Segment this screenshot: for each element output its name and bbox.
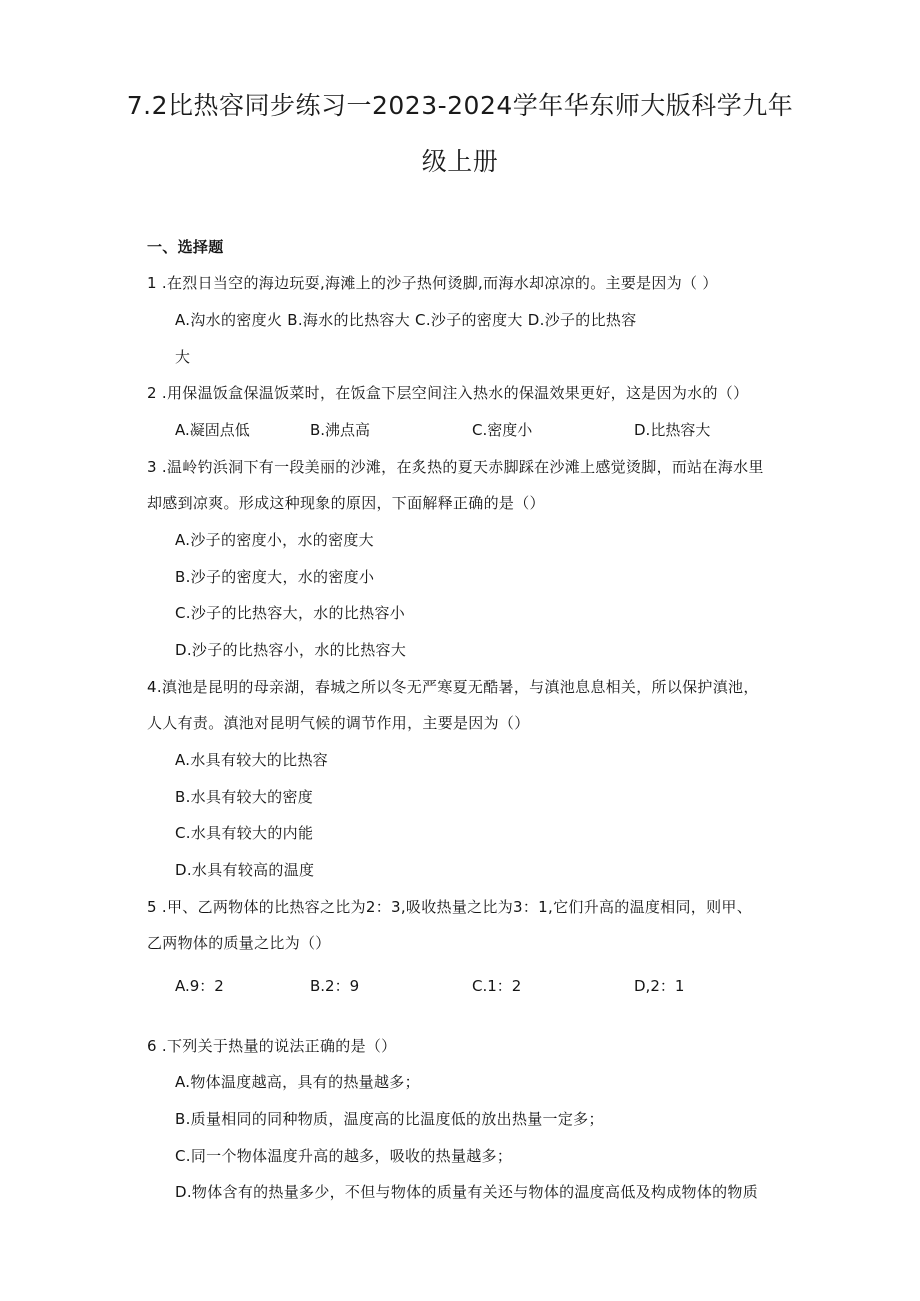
document-title-line-2: 级上册 [421, 147, 499, 176]
question-3-option-b: B.沙子的密度大，水的密度小 [175, 568, 375, 586]
document-title-line-1: 7.2比热容同步练习一2023-2024学年华东师大版科学九年 [126, 91, 794, 120]
question-6-stem: 6 .下列关于热量的说法正确的是（） [147, 1037, 397, 1055]
question-6-option-c: C.同一个物体温度升高的越多，吸收的热量越多； [175, 1147, 513, 1165]
question-6-option-b: B.质量相同的同种物质，温度高的比温度低的放出热量一定多； [175, 1110, 604, 1128]
question-2-option-b: B.沸点高 [310, 421, 371, 439]
question-4-option-a: A.水具有较大的比热容 [175, 751, 329, 769]
question-2-option-a: A.凝固点低 [175, 421, 250, 439]
question-5-option-c: C.1：2 [472, 977, 522, 995]
question-3-option-a: A.沙子的密度小，水的密度大 [175, 531, 374, 549]
question-5-stem-line-1: 5 .甲、乙两物体的比热容之比为2：3,吸收热量之比为3：1,它们升高的温度相同，则甲、 [147, 898, 752, 916]
question-6-option-d: D.物体含有的热量多少，不但与物体的质量有关还与物体的温度高低及构成物体的物质 [175, 1183, 759, 1201]
question-1-options-wrap: 大 [175, 348, 191, 366]
question-4-stem-line-1: 4.滇池是昆明的母亲湖，春城之所以冬无严寒夏无酷暑，与滇池息息相关，所以保护滇池， [147, 678, 759, 696]
question-2-stem: 2 .用保温饭盒保温饭菜时，在饭盒下层空间注入热水的保温效果更好，这是因为水的（） [147, 384, 749, 402]
question-1-options: A.沟水的密度火 B.海水的比热容大 C.沙子的密度大 D.沙子的比热容 [175, 311, 637, 329]
question-3-option-d: D.沙子的比热容小，水的比热容大 [175, 641, 407, 659]
question-4-option-d: D.水具有较高的温度 [175, 861, 315, 879]
question-4-option-b: B.水具有较大的密度 [175, 788, 314, 806]
question-6-option-a: A.物体温度越高，具有的热量越多； [175, 1073, 420, 1091]
question-4-stem-line-2: 人人有责。滇池对昆明气候的调节作用，主要是因为（） [147, 714, 530, 732]
question-5-stem-line-2: 乙两物体的质量之比为（） [147, 934, 331, 952]
question-2-option-d: D.比热容大 [634, 421, 711, 439]
question-5-option-b: B.2：9 [310, 977, 360, 995]
question-3-stem-line-2: 却感到凉爽。形成这种现象的原因，下面解释正确的是（） [147, 494, 545, 512]
question-3-stem-line-1: 3 .温岭钓浜洞下有一段美丽的沙滩，在炙热的夏天赤脚踩在沙滩上感觉烫脚，而站在海水里 [147, 458, 764, 476]
section-heading: 一、选择题 [147, 238, 224, 256]
question-3-option-c: C.沙子的比热容大，水的比热容小 [175, 604, 406, 622]
question-4-option-c: C.水具有较大的内能 [175, 824, 314, 842]
question-5-option-d: D,2：1 [634, 977, 685, 995]
question-2-option-c: C.密度小 [472, 421, 533, 439]
question-1-stem: 1 .在烈日当空的海边玩耍,海滩上的沙子热何烫脚,而海水却凉凉的。主要是因为（ ） [147, 274, 718, 292]
question-5-option-a: A.9：2 [175, 977, 224, 995]
